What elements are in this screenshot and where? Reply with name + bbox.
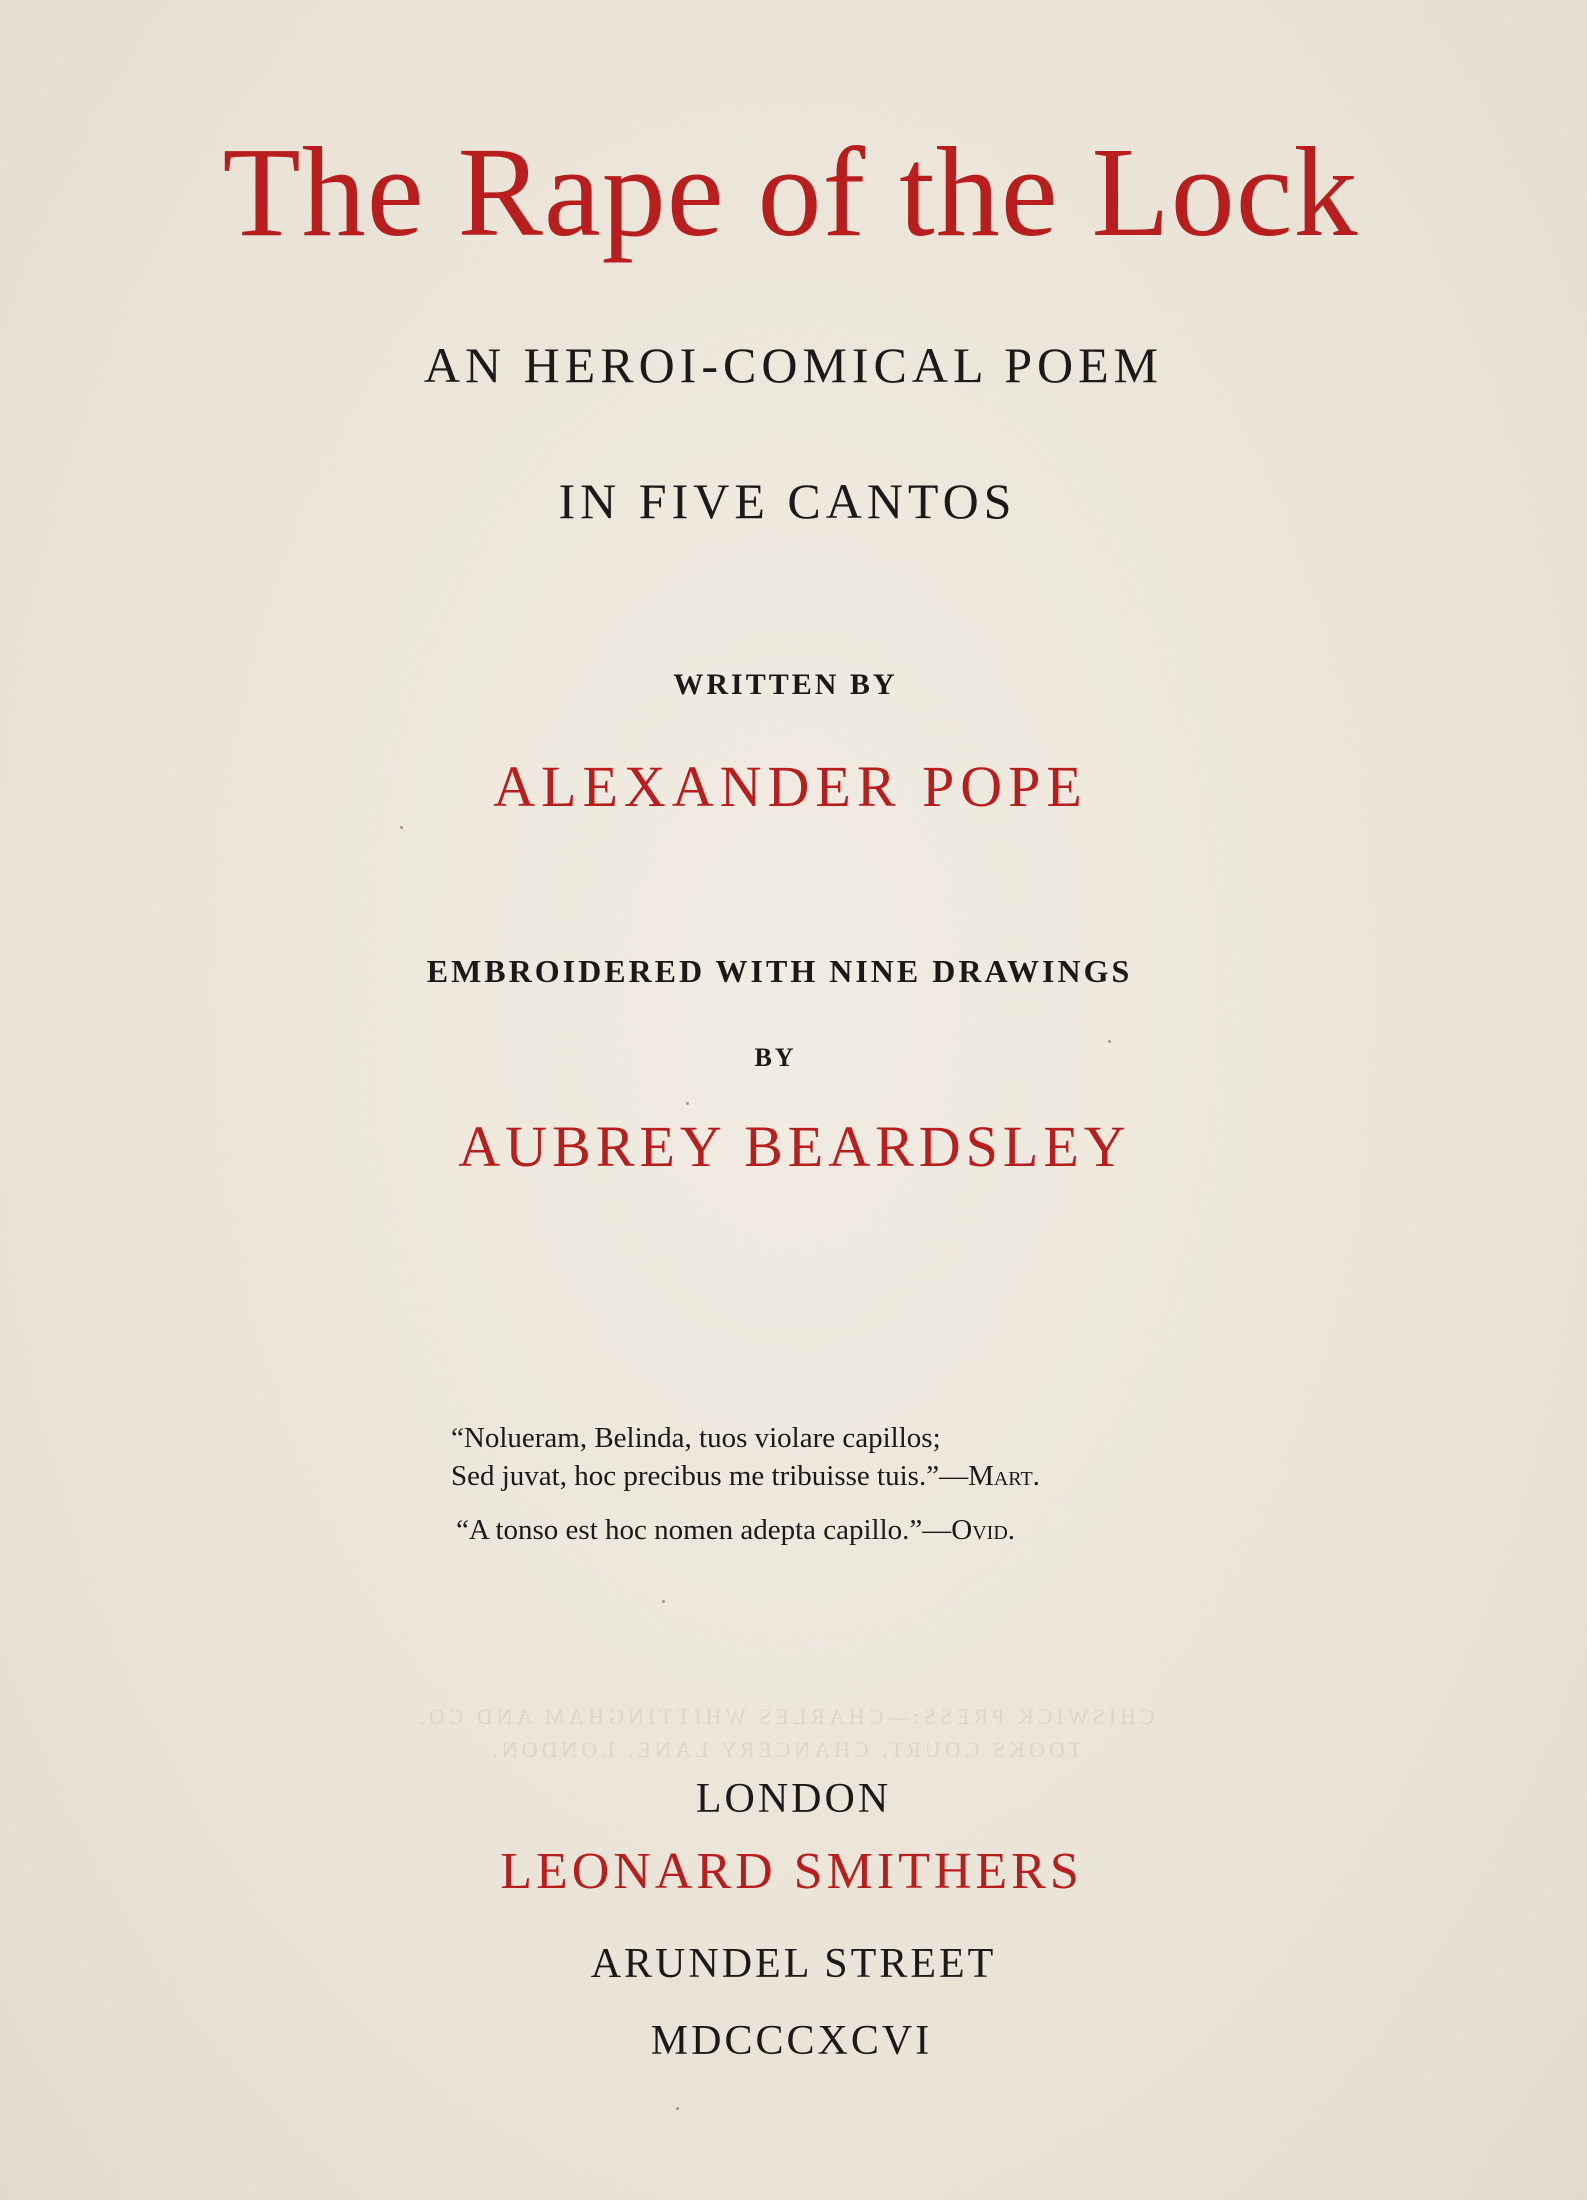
- paper-speck: [662, 1600, 665, 1603]
- illustrator-name: AUBREY BEARDSLEY: [458, 1114, 1131, 1179]
- book-subtitle-cantos: IN FIVE CANTOS: [558, 473, 1017, 529]
- paper-speck: [400, 826, 403, 829]
- written-by-label: WRITTEN BY: [673, 668, 898, 701]
- paper-speck: [1108, 1040, 1111, 1043]
- epigraph-line-1: [451, 1424, 941, 1453]
- paper-speck: [676, 2107, 679, 2110]
- bleed-through-line-1: CHISWICK PRESS:—CHARLES WHITTINGHAM AND CO.: [415, 1704, 1155, 1729]
- illustrations-note: EMBROIDERED WITH NINE DRAWINGS: [426, 953, 1133, 989]
- epigraph-line-3: [456, 1516, 1015, 1545]
- author-name: ALEXANDER POPE: [493, 754, 1088, 819]
- illustrator-by-label: BY: [754, 1043, 797, 1072]
- epigraph-line-2-source: Mart.: [968, 1460, 1040, 1492]
- imprint-city: LONDON: [695, 1776, 892, 1822]
- epigraph-line-2-text: Sed juvat, hoc precibus me tribuisse tuis.”—: [451, 1460, 969, 1492]
- bleed-through-line-2: TOOKS COURT, CHANCERY LANE, LONDON.: [488, 1737, 1082, 1762]
- epigraph-line-2: [451, 1462, 1040, 1491]
- imprint-publisher: LEONARD SMITHERS: [500, 1843, 1083, 1900]
- paper-speck: [686, 1102, 689, 1105]
- book-title: The Rape of the Lock: [222, 121, 1359, 263]
- book-subtitle: AN HEROI-COMICAL POEM: [423, 337, 1164, 393]
- imprint-street: ARUNDEL STREET: [590, 1941, 997, 1987]
- imprint-year: MDCCCXCVI: [650, 2018, 933, 2064]
- printer-bleed-through: [400, 1700, 1170, 1766]
- epigraph-line-1-text: “Nolueram, Belinda, tuos violare capillos;: [451, 1422, 941, 1454]
- epigraph-line-3-source: Ovid.: [951, 1514, 1016, 1546]
- epigraph-line-3-text: “A tonso est hoc nomen adepta capillo.”—: [456, 1514, 952, 1546]
